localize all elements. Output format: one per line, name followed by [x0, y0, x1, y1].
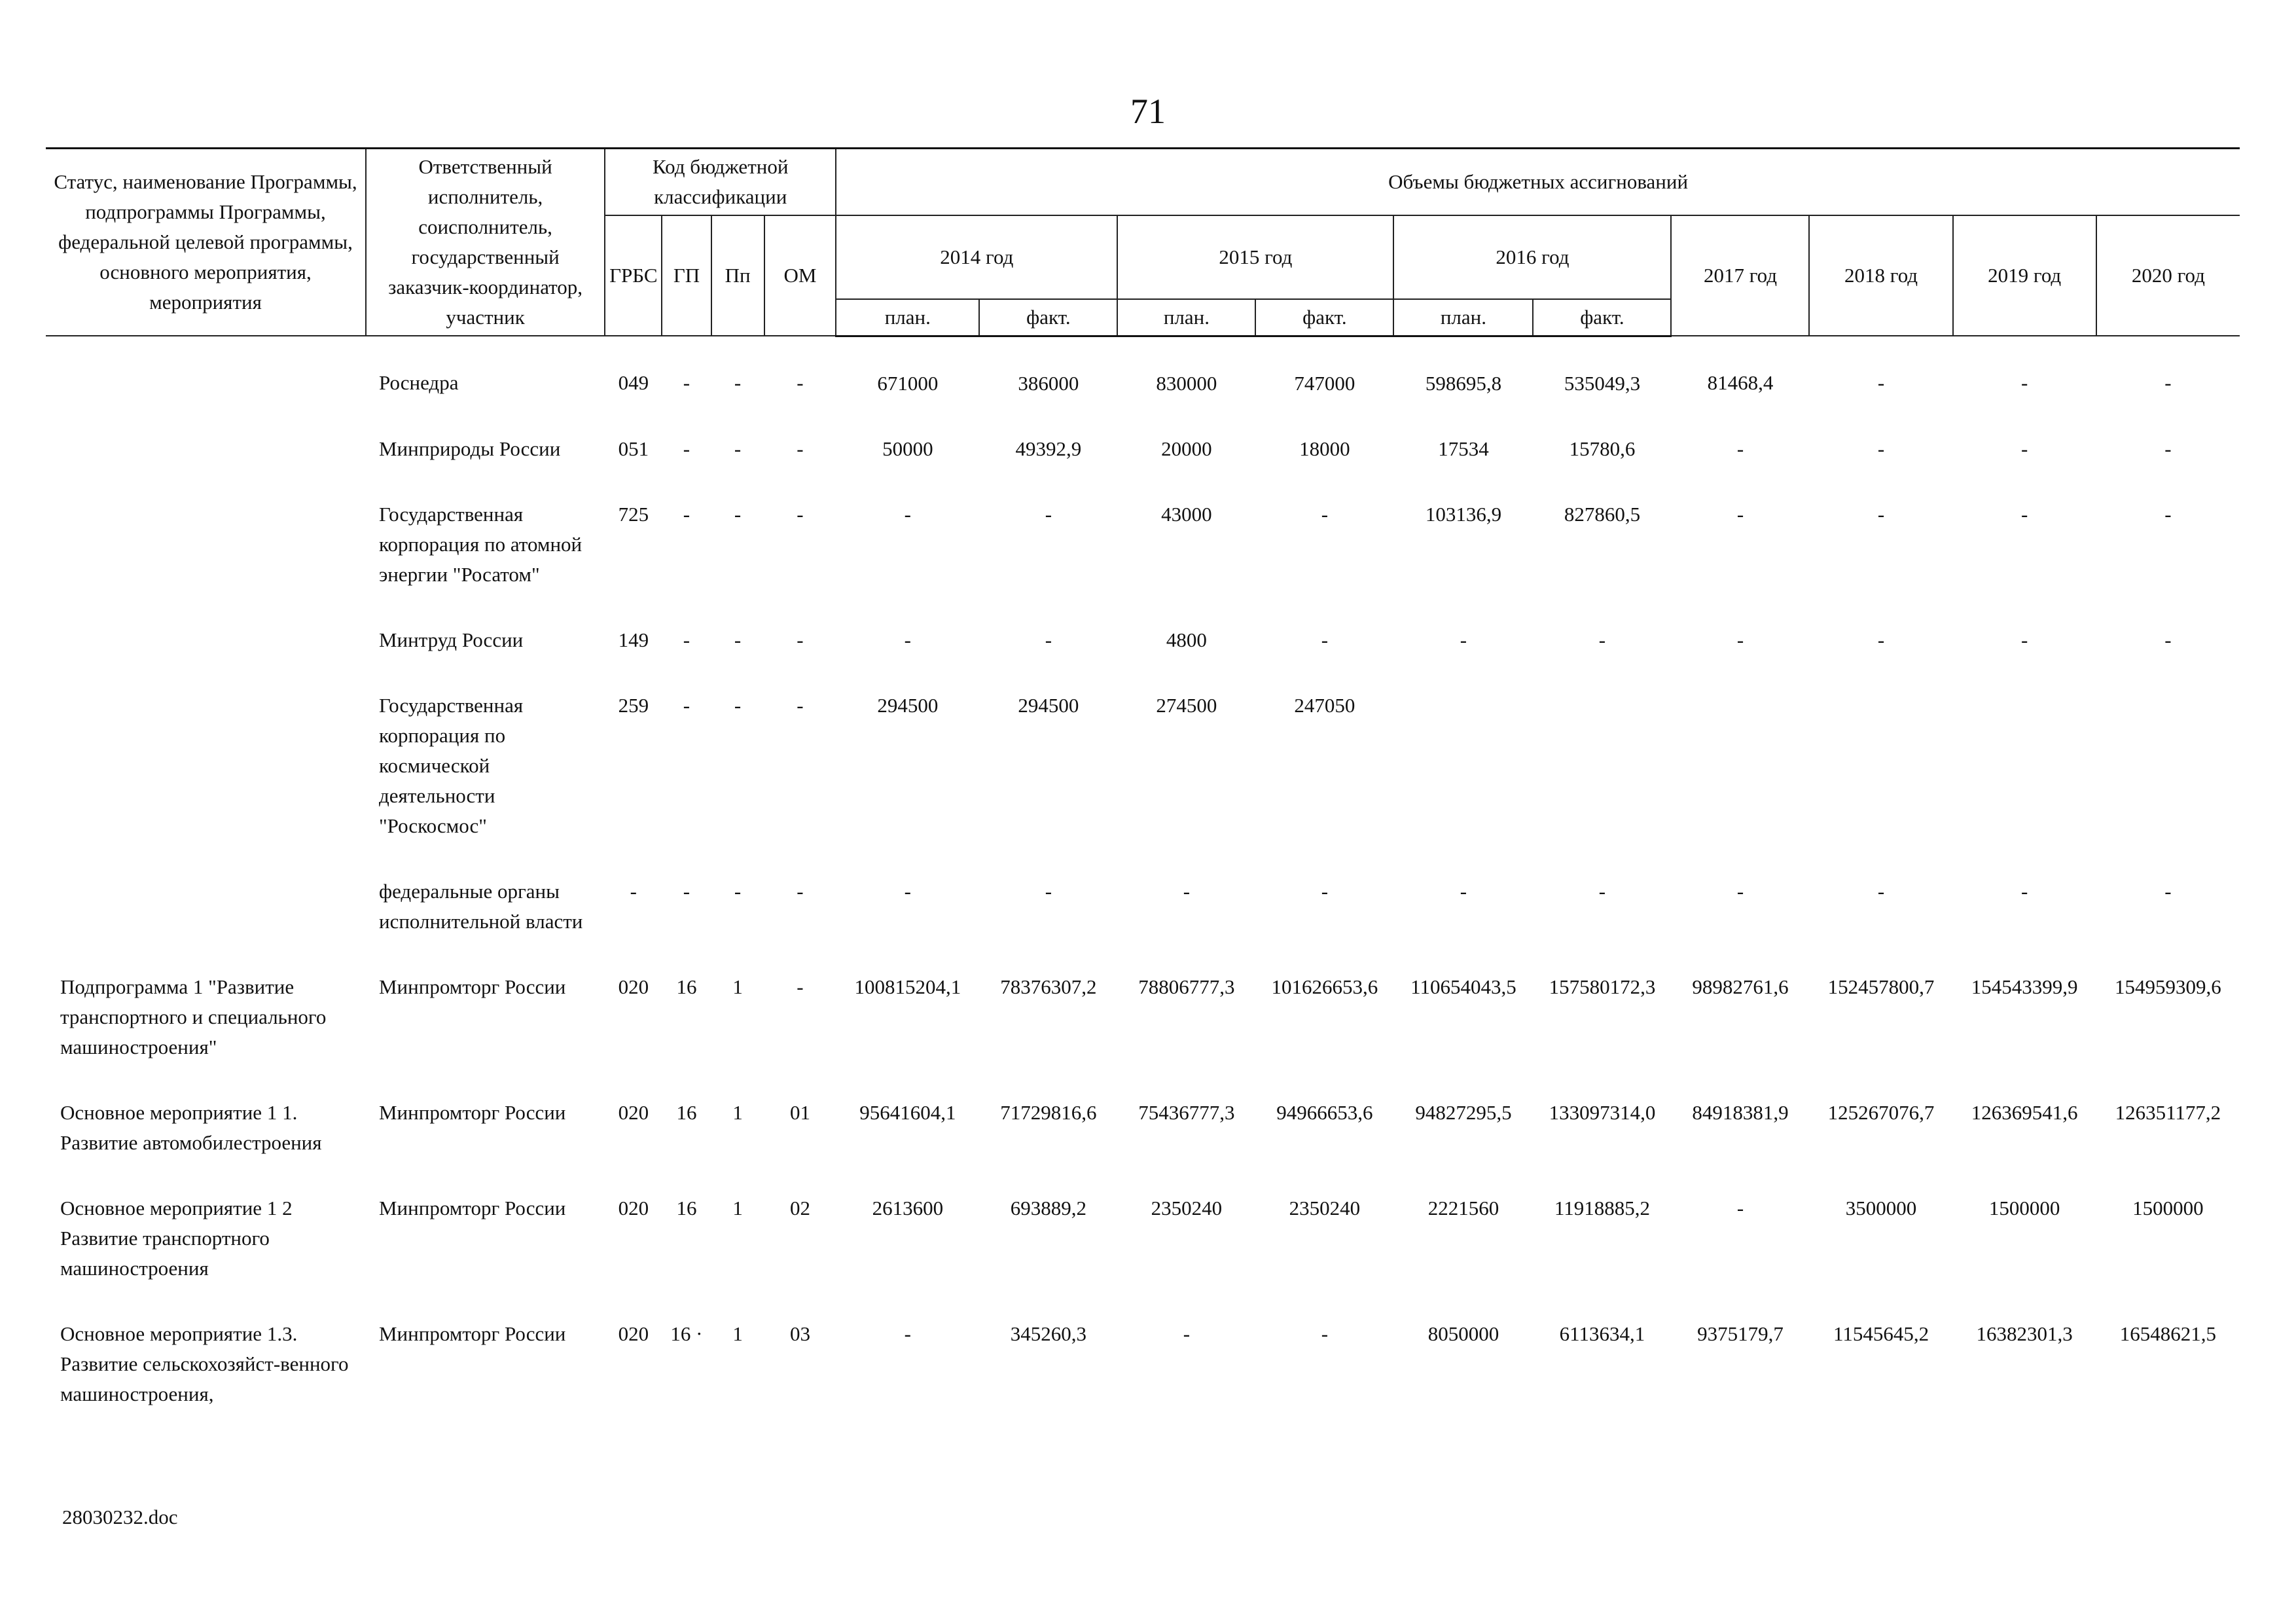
row-value: 274500 [1156, 693, 1217, 717]
header-year-2018: 2018 год [1809, 215, 1952, 336]
row-executor: Минпромторг России [378, 975, 566, 998]
row-executor: Минпромторг России [378, 1322, 566, 1345]
row-value: 20000 [1161, 437, 1212, 460]
row-om: - [797, 879, 804, 903]
row-value: 693889,2 [1010, 1196, 1086, 1219]
row-value: - [1321, 1322, 1329, 1345]
row-value: 103136,9 [1425, 502, 1502, 526]
row-grbs: 020 [618, 975, 649, 998]
row-om: 03 [789, 1322, 810, 1345]
row-value: - [1460, 879, 1467, 903]
row-value: - [2164, 437, 2172, 460]
row-status [46, 607, 366, 672]
header-fact-2014: факт. [979, 299, 1117, 336]
row-value: - [904, 628, 911, 651]
row-value: 94966653,6 [1276, 1100, 1373, 1124]
header-fact-2016: факт. [1533, 299, 1671, 336]
row-value: - [2164, 879, 2172, 903]
header-year-2019: 2019 год [1953, 215, 2096, 336]
row-value: 247050 [1294, 693, 1355, 717]
table-row [46, 607, 2240, 672]
row-value: 154959309,6 [2114, 975, 2221, 998]
row-value: 294500 [1018, 693, 1079, 717]
row-value: - [1736, 437, 1744, 460]
row-value: - [1045, 628, 1052, 651]
row-value: 50000 [882, 437, 933, 460]
row-value [1953, 672, 2096, 858]
row-value: 94827295,5 [1415, 1100, 1512, 1124]
header-year-2020: 2020 год [2096, 215, 2240, 336]
row-status [46, 858, 366, 954]
row-pp: 1 [732, 1322, 743, 1345]
row-grbs: 149 [618, 628, 649, 651]
row-value: 78376307,2 [1000, 975, 1097, 998]
row-value: 16548621,5 [2119, 1322, 2216, 1345]
header-budget-code: Код бюджетной классификации [605, 149, 836, 216]
row-value: 75436777,3 [1138, 1100, 1235, 1124]
row-value: 81468,4 [1707, 371, 1774, 394]
row-status: Основное мероприятие 1 1. Развитие автомобилестроения [60, 1100, 322, 1154]
table-row [46, 1175, 2240, 1301]
row-value: 2350240 [1289, 1196, 1361, 1219]
header-year-2017: 2017 год [1671, 215, 1809, 336]
row-om: - [797, 975, 804, 998]
row-value: - [1736, 879, 1744, 903]
header-plan-2014: план. [836, 299, 979, 336]
row-value: 11545645,2 [1833, 1322, 1929, 1345]
row-value: - [1877, 628, 1885, 651]
footer-filename: 28030232.doc [62, 1506, 178, 1528]
page-number: 71 [1130, 92, 1166, 131]
row-value: 1500000 [1988, 1196, 2060, 1219]
row-value: 110654043,5 [1410, 975, 1516, 998]
table-row [46, 672, 2240, 858]
table-row [46, 416, 2240, 481]
row-value: 49392,9 [1015, 437, 1082, 460]
row-pp: - [734, 437, 742, 460]
row-value: 17534 [1438, 437, 1489, 460]
row-value: 345260,3 [1010, 1322, 1086, 1345]
row-value: 95641604,1 [859, 1100, 956, 1124]
row-value: - [1045, 502, 1052, 526]
row-value: - [904, 879, 911, 903]
row-gp: - [683, 371, 691, 394]
header-status: Статус, наименование Программы, подпрограммы Программы, федеральной целевой программы, основного мероприятия, мероприятия [46, 149, 366, 336]
row-value: - [1321, 628, 1329, 651]
row-value: - [1877, 502, 1885, 526]
row-executor: Роснедра [378, 371, 459, 394]
row-grbs: 020 [618, 1100, 649, 1124]
row-value: - [1736, 1196, 1744, 1219]
table-row [46, 1079, 2240, 1175]
header-executor: Ответственный исполнитель, соисполнитель, государственный заказчик-координатор, участник [366, 149, 605, 336]
row-executor: Минпромторг России [378, 1100, 566, 1124]
row-grbs: 020 [618, 1322, 649, 1345]
row-status [46, 336, 366, 416]
row-status: Подпрограмма 1 "Развитие транспортного и специального машиностроения" [60, 975, 327, 1058]
row-executor: федеральные органы исполнительной власти [378, 879, 583, 933]
row-gp: - [683, 693, 691, 717]
row-grbs: 725 [618, 502, 649, 526]
row-pp: 1 [732, 1100, 743, 1124]
table-row [46, 858, 2240, 954]
row-pp: - [734, 371, 742, 394]
row-value: - [1460, 628, 1467, 651]
row-value: 100815204,1 [854, 975, 961, 998]
table-row [46, 954, 2240, 1079]
row-pp: 1 [732, 1196, 743, 1219]
row-pp: - [734, 502, 742, 526]
row-value: 535049,3 [1564, 371, 1641, 395]
row-value [2096, 672, 2240, 858]
row-value: 1500000 [2132, 1196, 2204, 1219]
row-value: 126351177,2 [2115, 1100, 2221, 1124]
budget-table [46, 147, 2240, 1426]
row-gp: - [683, 437, 691, 460]
row-gp: - [683, 879, 691, 903]
row-value: 98982761,6 [1692, 975, 1789, 998]
row-executor: Минприроды России [378, 437, 561, 460]
row-value: 386000 [1018, 371, 1079, 395]
row-status [46, 416, 366, 481]
header-plan-2016: план. [1393, 299, 1533, 336]
row-om: - [797, 693, 804, 717]
row-grbs: 259 [618, 693, 649, 717]
row-value: - [1736, 628, 1744, 651]
row-value: 671000 [877, 371, 939, 395]
row-value: - [1183, 879, 1191, 903]
header-om: ОМ [764, 215, 836, 336]
row-gp: - [683, 628, 691, 651]
row-value: 71729816,6 [1000, 1100, 1097, 1124]
row-status: Основное мероприятие 1.3. Развитие сельскохозяйст-венного машиностроения, [60, 1322, 349, 1405]
row-value: 157580172,3 [1549, 975, 1656, 998]
row-value: 84918381,9 [1692, 1100, 1789, 1124]
row-value [1671, 672, 1809, 858]
row-value: 133097314,0 [1549, 1100, 1656, 1124]
row-grbs: 049 [618, 371, 649, 394]
row-value: 3500000 [1845, 1196, 1917, 1219]
row-value: - [1877, 879, 1885, 903]
row-value: - [1183, 1322, 1191, 1345]
row-value: 11918885,2 [1554, 1196, 1651, 1219]
row-value: - [1598, 628, 1606, 651]
row-value: 18000 [1299, 437, 1350, 460]
header-gp: ГП [662, 215, 711, 336]
row-value: 15780,6 [1569, 437, 1636, 460]
row-value: 16382301,3 [1976, 1322, 2073, 1345]
row-value: 8050000 [1427, 1322, 1499, 1345]
row-value: 598695,8 [1425, 371, 1502, 395]
row-om: 02 [789, 1196, 810, 1219]
row-gp: 16 · [670, 1322, 703, 1345]
row-value: - [1321, 879, 1329, 903]
row-value: 747000 [1294, 371, 1355, 395]
header-pp: Пп [711, 215, 764, 336]
header-year-2014: 2014 год [836, 215, 1117, 299]
row-value: - [2021, 371, 2028, 394]
row-gp: 16 [676, 975, 697, 998]
row-value: 101626653,6 [1271, 975, 1378, 998]
header-year-2015: 2015 год [1117, 215, 1393, 299]
row-value: - [1877, 437, 1885, 460]
row-value: - [1045, 879, 1052, 903]
row-gp: 16 [676, 1196, 697, 1219]
row-value: 294500 [877, 693, 939, 717]
row-value: 6113634,1 [1559, 1322, 1645, 1345]
row-value: 152457800,7 [1827, 975, 1935, 998]
row-om: - [797, 371, 804, 394]
row-grbs: 020 [618, 1196, 649, 1219]
row-executor: Государственная корпорация по космической деятельности "Роскосмос" [378, 693, 524, 837]
row-value: - [1877, 371, 1885, 394]
row-grbs: 051 [618, 437, 649, 460]
table-row [46, 481, 2240, 607]
row-value: 2221560 [1427, 1196, 1499, 1219]
row-value: - [904, 1322, 911, 1345]
row-value: 827860,5 [1564, 502, 1641, 526]
row-value: 154543399,9 [1971, 975, 2078, 998]
row-executor: Минпромторг России [378, 1196, 566, 1219]
row-value: 9375179,7 [1697, 1322, 1784, 1345]
row-gp: 16 [676, 1100, 697, 1124]
row-pp: 1 [732, 975, 743, 998]
row-om: - [797, 437, 804, 460]
row-om: 01 [789, 1100, 810, 1124]
row-value: 2613600 [872, 1196, 944, 1219]
row-value: - [1321, 502, 1329, 526]
row-value: 830000 [1156, 371, 1217, 395]
header-plan-2015: план. [1117, 299, 1255, 336]
row-value: - [904, 502, 911, 526]
row-grbs: - [630, 879, 637, 903]
header-year-2016: 2016 год [1393, 215, 1671, 299]
row-value [1533, 672, 1671, 858]
row-pp: - [734, 693, 742, 717]
row-value: 43000 [1161, 502, 1212, 526]
row-value: 125267076,7 [1827, 1100, 1935, 1124]
row-value: - [2164, 502, 2172, 526]
row-om: - [797, 628, 804, 651]
row-value: 126369541,6 [1971, 1100, 2078, 1124]
row-status [46, 481, 366, 607]
row-pp: - [734, 879, 742, 903]
table-row [46, 1301, 2240, 1426]
row-value: - [2021, 437, 2028, 460]
row-value: 78806777,3 [1138, 975, 1235, 998]
row-value: - [2164, 628, 2172, 651]
row-value: 2350240 [1151, 1196, 1223, 1219]
row-value [1809, 672, 1952, 858]
row-value: - [1736, 502, 1744, 526]
header-grbs: ГРБС [605, 215, 662, 336]
row-value: - [1598, 879, 1606, 903]
header-fact-2015: факт. [1255, 299, 1393, 336]
row-gp: - [683, 502, 691, 526]
row-status: Основное мероприятие 1 2 Развитие транспортного машиностроения [60, 1196, 293, 1280]
row-value: - [2164, 371, 2172, 394]
table-row [46, 336, 2240, 416]
row-pp: - [734, 628, 742, 651]
header-budget-volumes: Объемы бюджетных ассигнований [836, 149, 2240, 216]
row-om: - [797, 502, 804, 526]
row-value: 4800 [1166, 628, 1207, 651]
row-value [1393, 672, 1533, 858]
row-executor: Государственная корпорация по атомной энергии "Росатом" [378, 502, 583, 586]
table-body [46, 336, 2240, 1426]
row-status [46, 672, 366, 858]
row-value: - [2021, 879, 2028, 903]
row-value: - [2021, 628, 2028, 651]
row-value: - [2021, 502, 2028, 526]
row-executor: Минтруд России [378, 628, 524, 651]
